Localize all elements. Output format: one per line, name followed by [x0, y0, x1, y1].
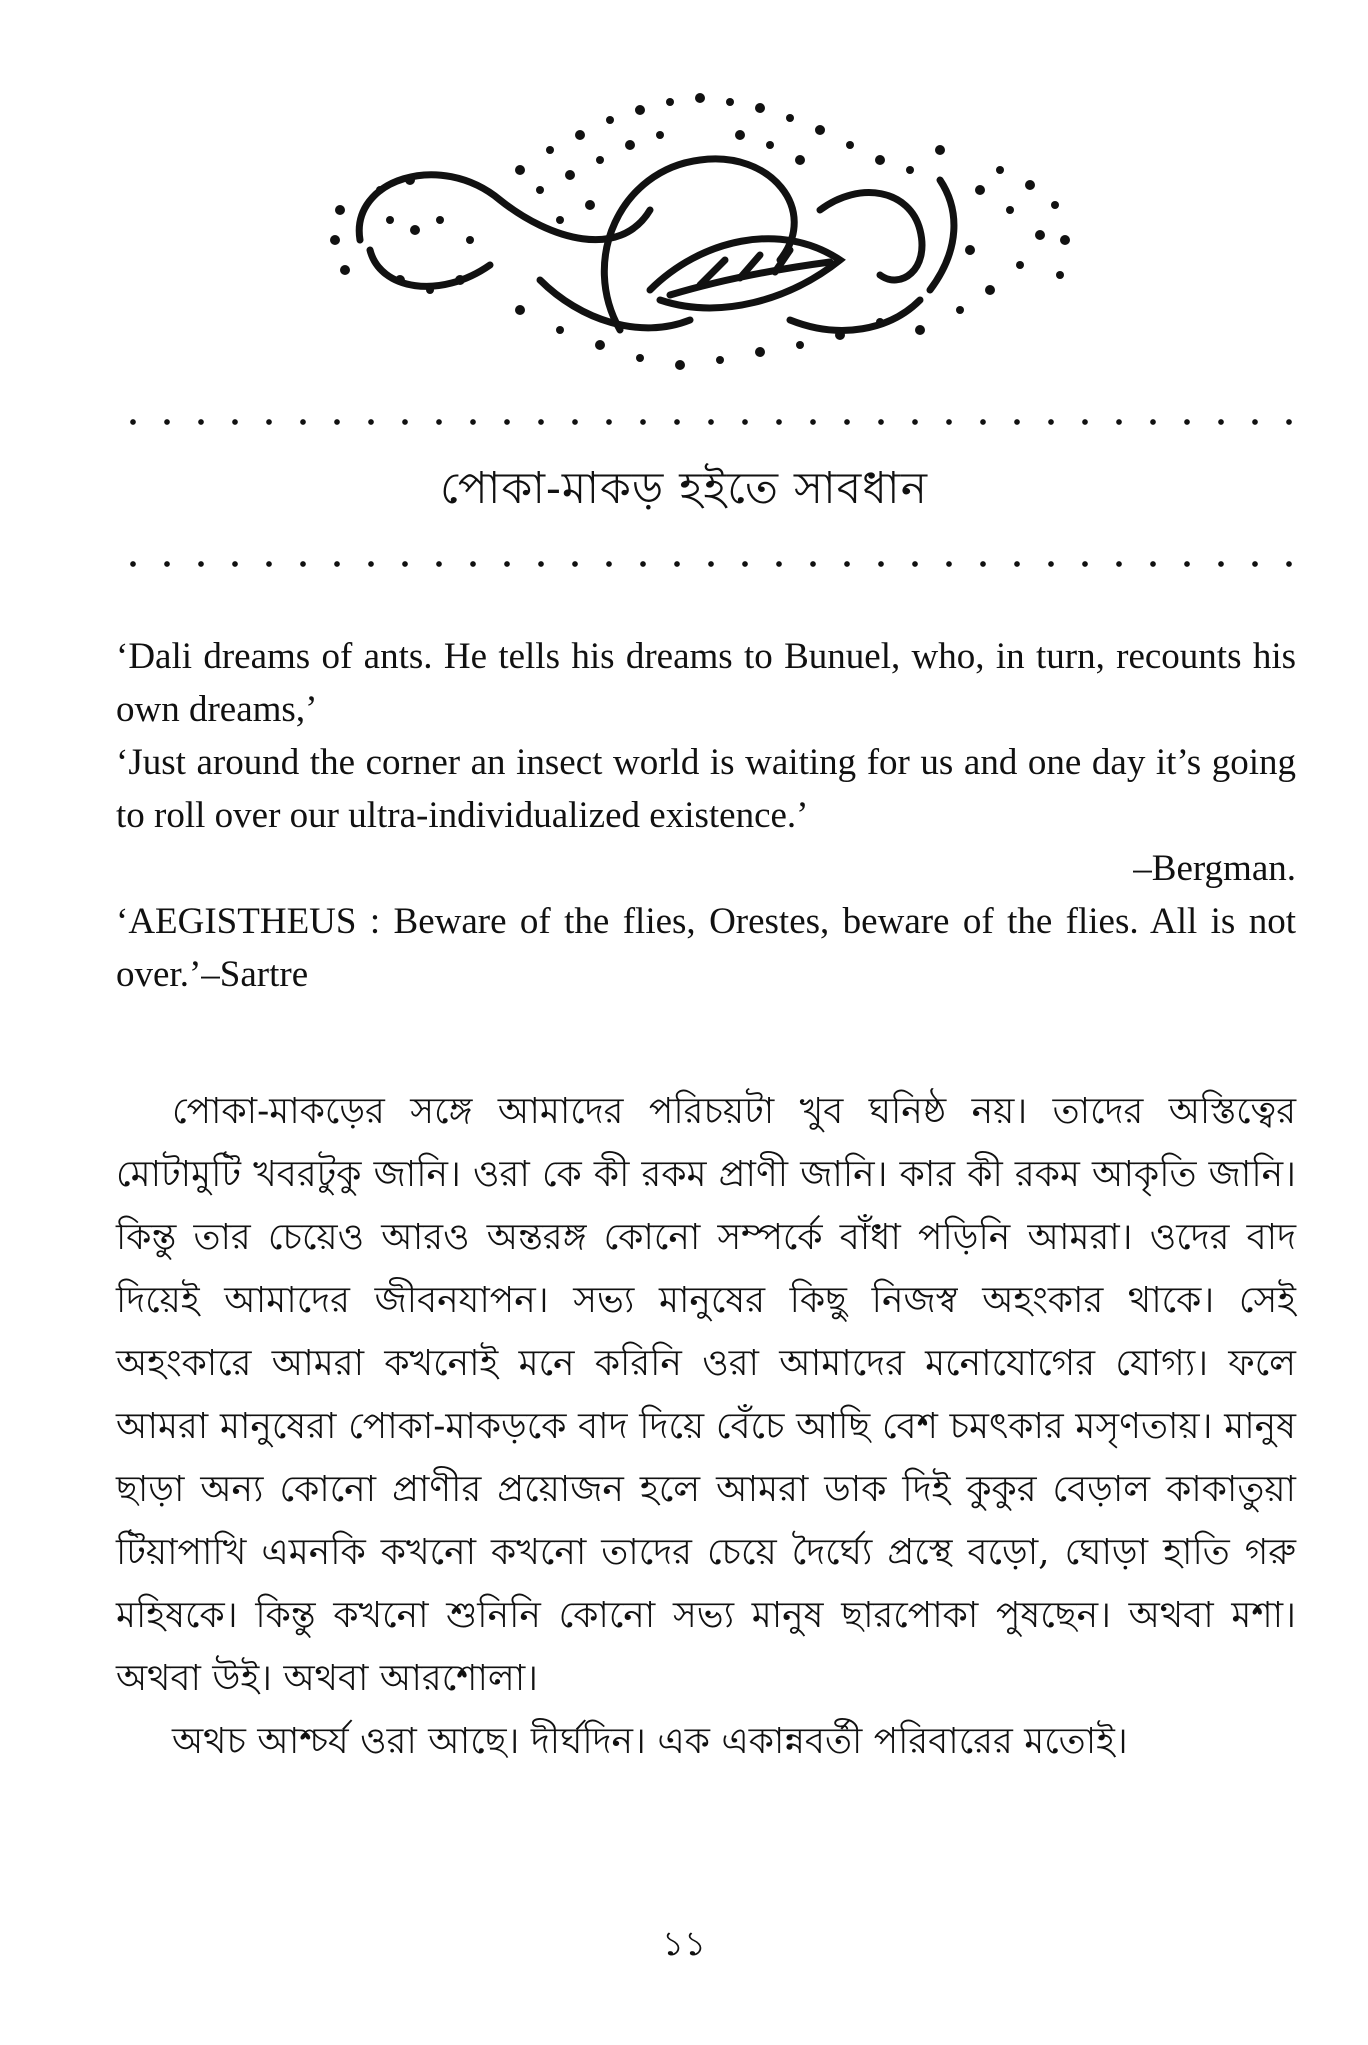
epigraph-quote-bergman: ‘Just around the corner an insect world is waiting for us and one day it’s going to roll over our ultra-individualized existence.’	[116, 742, 1296, 836]
dotted-divider-top	[116, 418, 1296, 426]
epigraph-attribution-bergman: –Bergman.	[1133, 848, 1296, 889]
chapter-title: পোকা-মাকড় হইতে সাবধান	[440, 463, 928, 514]
epigraph-quote-dali: ‘Dali dreams of ants. He tells his dreams to Bunuel, who, in turn, recounts his own dreams,’	[116, 636, 1296, 730]
body-text	[116, 1080, 1296, 1773]
page-number: ১১	[661, 1924, 707, 1964]
dotted-divider-bottom	[116, 560, 1296, 568]
body-paragraph-2: অথচ আশ্চর্য ওরা আছে। দীর্ঘদিন। এক একান্নবর্তী পরিবারের মতোই।	[172, 1721, 1128, 1762]
body-paragraph-1: পোকা-মাকড়ের সঙ্গে আমাদের পরিচয়টা খুব ঘনিষ্ঠ নয়। তাদের অস্তিত্বের মোটামুটি খবরটুকু জানি। ওরা কে কী রকম প্রাণী জানি। কার কী রকম আকৃতি জানি। কিন্তু তার চেয়েও আরও অন্তরঙ্গ কোনো সম্পর্কে বাঁধা পড়িনি আমরা। ওদের বাদ দিয়েই আমাদের জীবনযাপন। সভ্য মানুষের কিছু নিজস্ব অহংকার থাকে। সেই অহংকারে আমরা কখনোই মনে করিনি ওরা আমাদের মনোযোগের যোগ্য। ফলে আমরা মানুষেরা পোকা-মাকড়কে বাদ দিয়ে বেঁচে আছি বেশ চমৎকার মসৃণতায়। মানুষ ছাড়া অন্য কোনো প্রাণীর প্রয়োজন হলে আমরা ডাক দিই কুকুর বেড়াল কাকাতুয়া টিয়াপাখি এমনকি কখনো কখনো তাদের চেয়ে দৈর্ঘ্যে প্রস্থে বড়ো, ঘোড়া হাতি গরু মহিষকে। কিন্তু কখনো শুনিনি কোনো সভ্য মানুষ ছারপোকা পুষছেন। অথবা মশা। অথবা উই। অথবা আরশোলা।	[116, 1091, 1296, 1699]
epigraph	[116, 630, 1296, 1001]
epigraph-quote-sartre: ‘AEGISTHEUS : Beware of the flies, Orestes, beware of the flies. All is not over.’–Sartre	[116, 901, 1296, 995]
decorative-ornament	[320, 90, 1080, 380]
